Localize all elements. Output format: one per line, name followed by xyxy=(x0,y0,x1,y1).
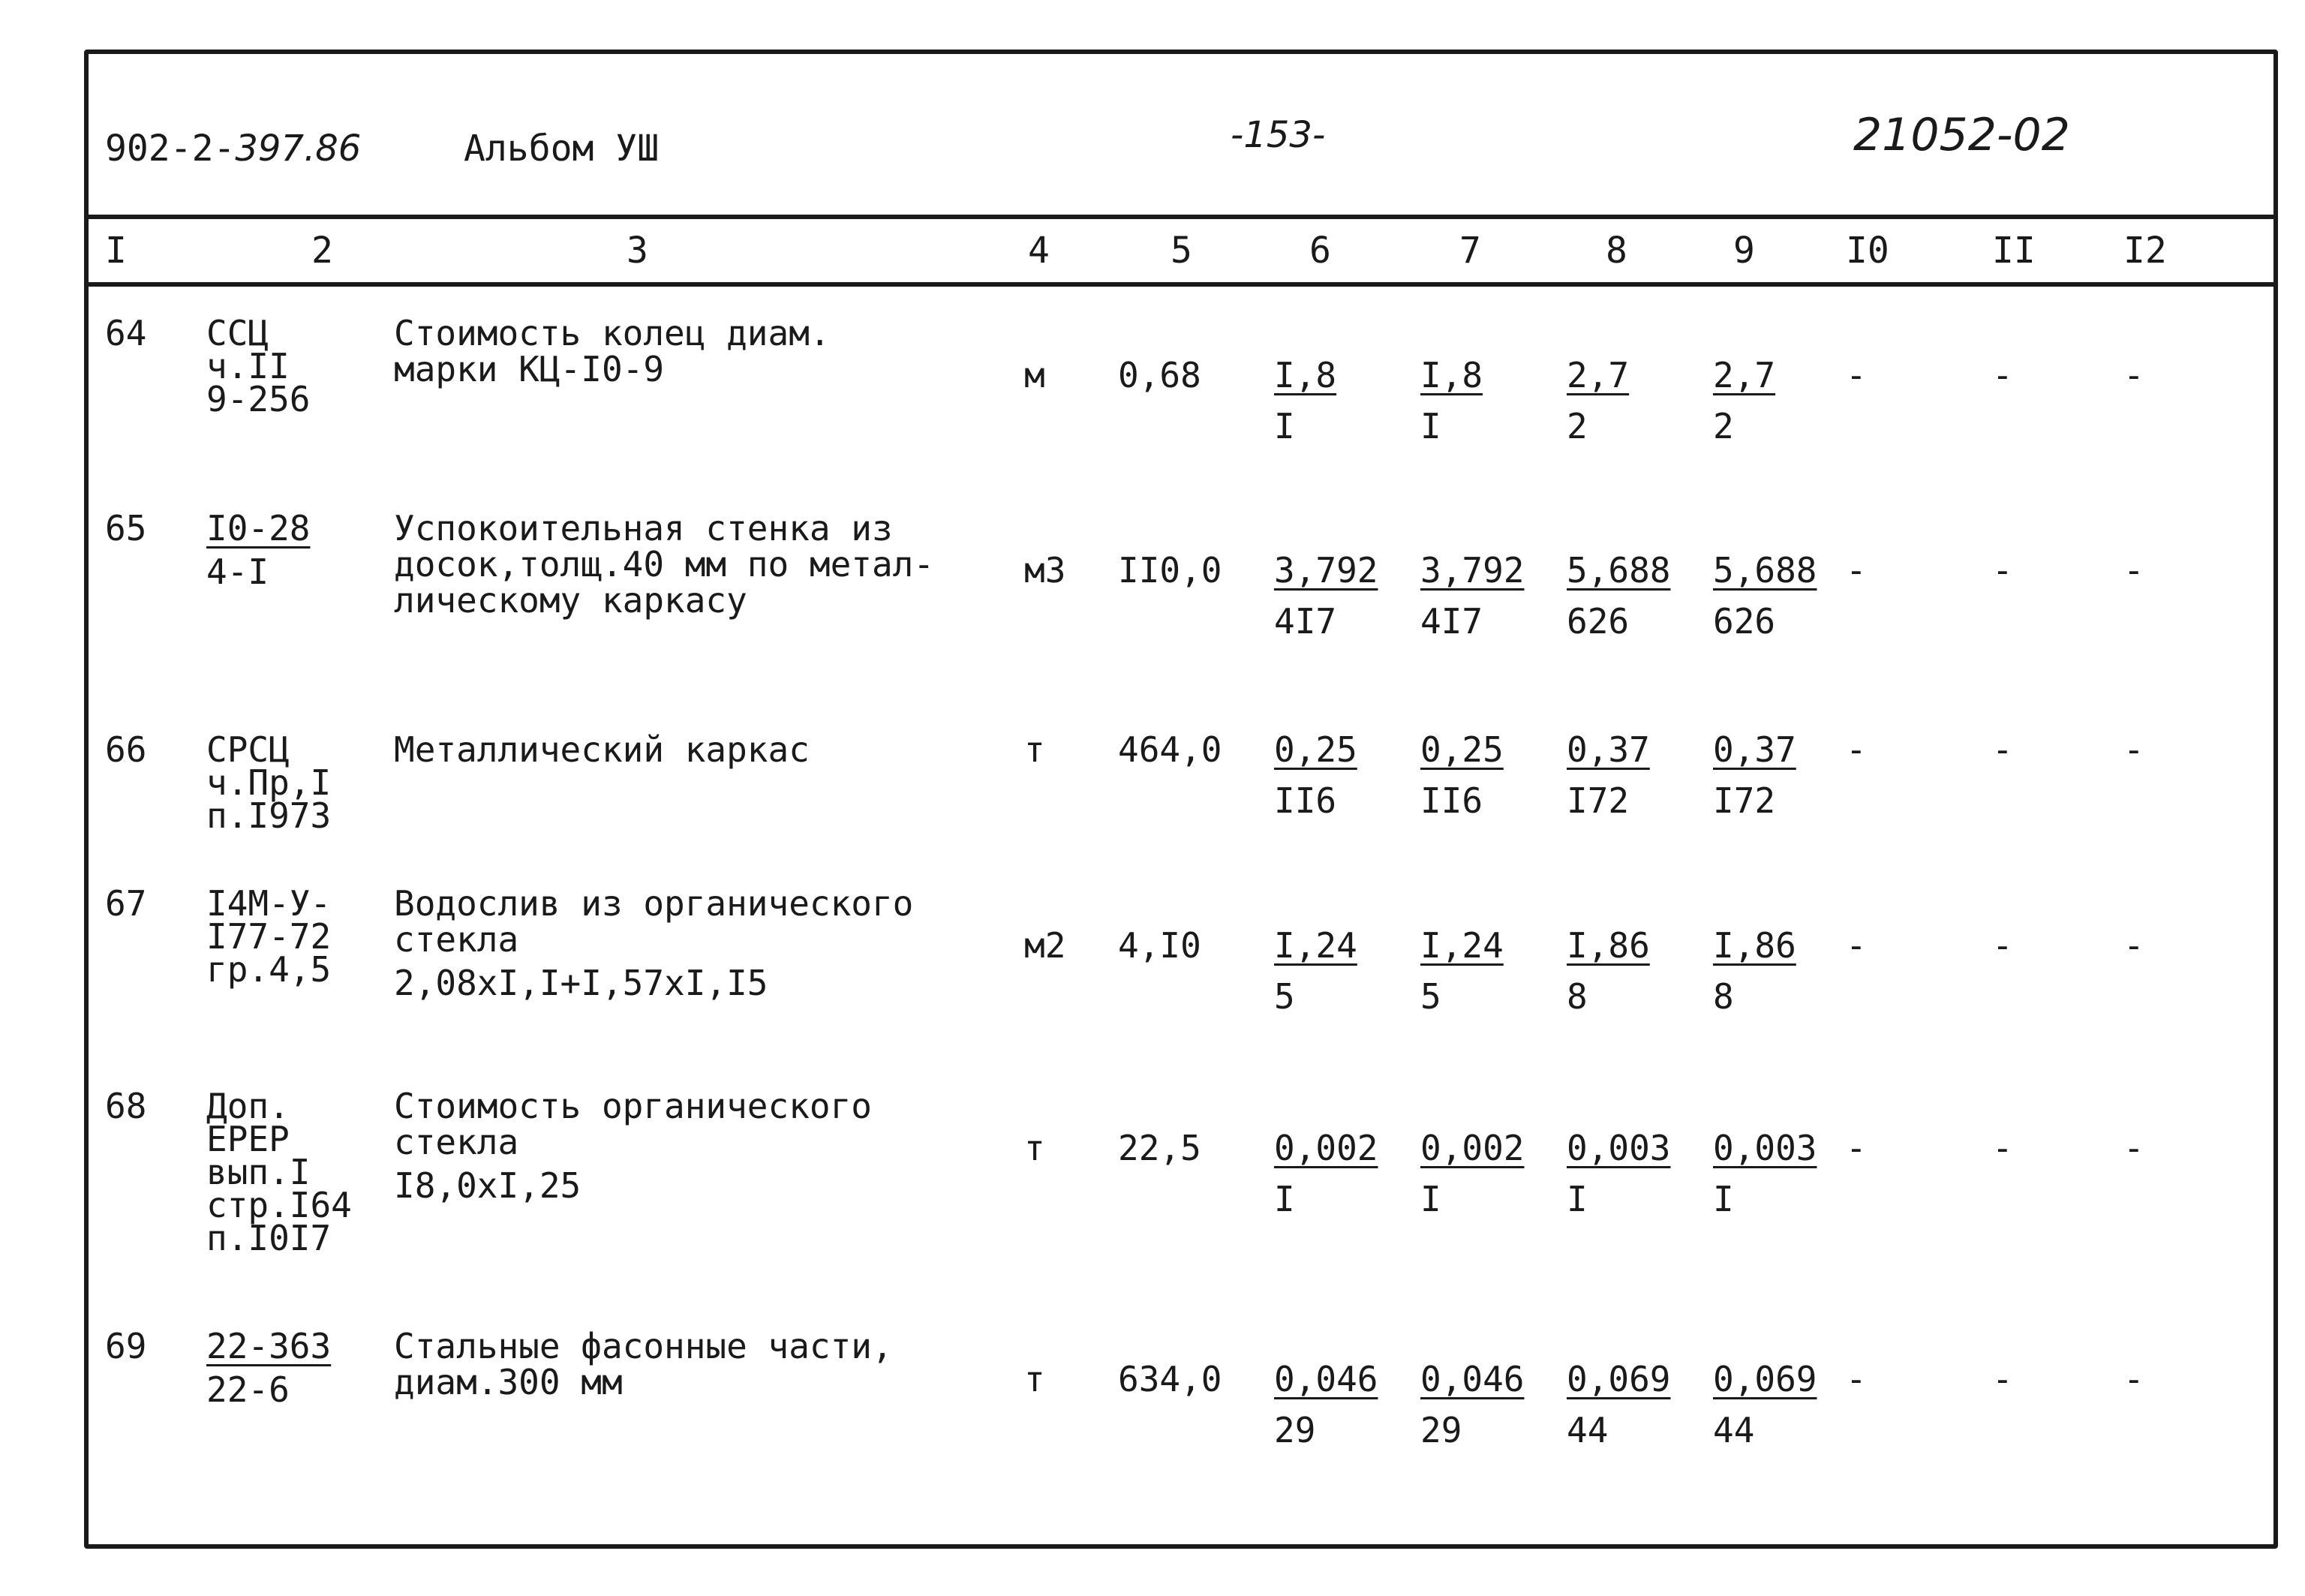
norm-code-line: стр.I64 xyxy=(206,1185,352,1225)
unit-of-measure: т xyxy=(1024,729,1045,770)
work-description-line: стекла xyxy=(394,1122,519,1162)
empty-cell-dash: - xyxy=(2123,550,2144,591)
unit-price: 464,0 xyxy=(1118,729,1222,770)
labor-value: 626 xyxy=(1567,601,1630,642)
quantity-value: 5,688 xyxy=(1713,550,1817,591)
norm-code-line: вып.I xyxy=(206,1152,311,1192)
quantity-value: I,24 xyxy=(1420,925,1504,966)
empty-cell-dash: - xyxy=(1846,355,1867,395)
quantity-value: 2,7 xyxy=(1567,355,1630,395)
labor-value: 5 xyxy=(1274,976,1295,1017)
work-description-line: I8,0хI,25 xyxy=(394,1165,582,1206)
row-number: 64 xyxy=(105,313,147,353)
page-number: -153- xyxy=(1231,114,1326,156)
work-description-line: лическому каркасу xyxy=(394,580,747,621)
row-number: 67 xyxy=(105,883,147,924)
work-description-line: Стоимость органического xyxy=(394,1086,872,1126)
row-number: 66 xyxy=(105,729,147,770)
work-description-line: Стоимость колец диам. xyxy=(394,313,831,353)
labor-value: I xyxy=(1420,1179,1441,1219)
column-number: I0 xyxy=(1846,230,1889,272)
unit-price: 22,5 xyxy=(1118,1128,1201,1168)
norm-code-line: п.I0I7 xyxy=(206,1218,332,1258)
labor-value: 4I7 xyxy=(1420,601,1483,642)
page-frame xyxy=(84,50,2278,1549)
norm-code-line: ч.II xyxy=(206,346,290,386)
empty-cell-dash: - xyxy=(1992,550,2013,591)
column-number: 7 xyxy=(1459,230,1481,272)
column-number: I2 xyxy=(2123,230,2167,272)
series-prefix: 902-2- xyxy=(105,128,236,170)
quantity-value: 0,002 xyxy=(1274,1128,1378,1168)
column-number: 5 xyxy=(1171,230,1192,272)
quantity-value: 3,792 xyxy=(1420,550,1525,591)
labor-value: II6 xyxy=(1274,780,1337,821)
quantity-value: 0,25 xyxy=(1274,729,1357,770)
norm-code-line: 22-6 xyxy=(206,1369,290,1410)
labor-value: I xyxy=(1420,406,1441,446)
empty-cell-dash: - xyxy=(2123,729,2144,770)
quantity-value: 0,37 xyxy=(1567,729,1650,770)
empty-cell-dash: - xyxy=(1992,925,2013,966)
norm-code-line: гр.4,5 xyxy=(206,949,332,990)
norm-code-line: I0-28 xyxy=(206,508,311,549)
norm-code-line: I4М-У- xyxy=(206,883,332,924)
labor-value: 626 xyxy=(1713,601,1776,642)
empty-cell-dash: - xyxy=(1846,729,1867,770)
unit-price: 634,0 xyxy=(1118,1359,1222,1399)
empty-cell-dash: - xyxy=(2123,1359,2144,1399)
unit-price: 4,I0 xyxy=(1118,925,1201,966)
empty-cell-dash: - xyxy=(2123,355,2144,395)
column-number: 9 xyxy=(1733,230,1755,272)
norm-code-line: ч.Пр,I xyxy=(206,762,332,803)
work-description-line: 2,08хI,I+I,57хI,I5 xyxy=(394,963,768,1003)
empty-cell-dash: - xyxy=(1992,1359,2013,1399)
unit-of-measure: м xyxy=(1024,355,1045,395)
quantity-value: 0,25 xyxy=(1420,729,1504,770)
labor-value: I72 xyxy=(1713,780,1776,821)
labor-value: 29 xyxy=(1420,1410,1462,1450)
empty-cell-dash: - xyxy=(2123,1128,2144,1168)
work-description-line: Успокоительная стенка из xyxy=(394,508,893,549)
empty-cell-dash: - xyxy=(1846,1359,1867,1399)
quantity-value: I,8 xyxy=(1274,355,1337,395)
quantity-value: 0,003 xyxy=(1567,1128,1671,1168)
labor-value: I xyxy=(1274,1179,1295,1219)
document-code: 21052-02 xyxy=(1853,109,2070,161)
labor-value: I xyxy=(1713,1179,1734,1219)
empty-cell-dash: - xyxy=(2123,925,2144,966)
series-number xyxy=(105,128,361,170)
labor-value: 4I7 xyxy=(1274,601,1337,642)
quantity-value: 0,046 xyxy=(1420,1359,1525,1399)
quantity-value: I,86 xyxy=(1713,925,1796,966)
album-label: Альбом УШ xyxy=(464,128,660,170)
series-handwritten: 397.86 xyxy=(235,128,362,170)
labor-value: I xyxy=(1567,1179,1588,1219)
norm-code-line: I77-72 xyxy=(206,916,332,957)
quantity-value: 5,688 xyxy=(1567,550,1671,591)
work-description-line: диам.300 мм xyxy=(394,1362,623,1402)
unit-of-measure: т xyxy=(1024,1128,1045,1168)
empty-cell-dash: - xyxy=(1992,355,2013,395)
header-rule xyxy=(89,215,2273,219)
empty-cell-dash: - xyxy=(1846,550,1867,591)
empty-cell-dash: - xyxy=(1846,1128,1867,1168)
norm-code-line: 22-363 xyxy=(206,1326,332,1366)
work-description-line: Металлический каркас xyxy=(394,729,810,770)
work-description-line: стекла xyxy=(394,919,519,960)
unit-of-measure: м3 xyxy=(1024,550,1066,591)
labor-value: I72 xyxy=(1567,780,1630,821)
quantity-value: 3,792 xyxy=(1274,550,1378,591)
empty-cell-dash: - xyxy=(1846,925,1867,966)
column-number: 6 xyxy=(1309,230,1331,272)
column-header-rule xyxy=(89,282,2273,287)
column-number: 8 xyxy=(1606,230,1627,272)
column-number: 3 xyxy=(627,230,648,272)
labor-value: II6 xyxy=(1420,780,1483,821)
quantity-value: 2,7 xyxy=(1713,355,1776,395)
labor-value: 44 xyxy=(1567,1410,1609,1450)
quantity-value: 0,069 xyxy=(1713,1359,1817,1399)
column-number: 2 xyxy=(311,230,333,272)
labor-value: 29 xyxy=(1274,1410,1316,1450)
labor-value: 5 xyxy=(1420,976,1441,1017)
work-description-line: досок,толщ.40 мм по метал- xyxy=(394,544,935,585)
quantity-value: I,8 xyxy=(1420,355,1483,395)
row-number: 68 xyxy=(105,1086,147,1126)
column-number: 4 xyxy=(1028,230,1050,272)
quantity-value: 0,003 xyxy=(1713,1128,1817,1168)
quantity-value: 0,046 xyxy=(1274,1359,1378,1399)
quantity-value: 0,37 xyxy=(1713,729,1796,770)
column-number: I xyxy=(105,230,127,272)
quantity-value: I,24 xyxy=(1274,925,1357,966)
norm-code-line: 4-I xyxy=(206,552,269,592)
norm-code-line: Доп. xyxy=(206,1086,290,1126)
row-number: 69 xyxy=(105,1326,147,1366)
norm-code-line: 9-256 xyxy=(206,379,311,419)
quantity-value: 0,002 xyxy=(1420,1128,1525,1168)
unit-price: II0,0 xyxy=(1118,550,1222,591)
empty-cell-dash: - xyxy=(1992,1128,2013,1168)
labor-value: 2 xyxy=(1567,406,1588,446)
labor-value: 44 xyxy=(1713,1410,1755,1450)
norm-code-line: ЕРЕР xyxy=(206,1119,290,1159)
quantity-value: 0,069 xyxy=(1567,1359,1671,1399)
norm-code-line: СРСЦ xyxy=(206,729,290,770)
quantity-value: I,86 xyxy=(1567,925,1650,966)
row-number: 65 xyxy=(105,508,147,549)
column-number: II xyxy=(1992,230,2036,272)
norm-code-line: ССЦ xyxy=(206,313,269,353)
work-description-line: Водослив из органического xyxy=(394,883,914,924)
unit-price: 0,68 xyxy=(1118,355,1201,395)
labor-value: I xyxy=(1274,406,1295,446)
work-description-line: Стальные фасонные части, xyxy=(394,1326,893,1366)
unit-of-measure: м2 xyxy=(1024,925,1066,966)
norm-code-line: п.I973 xyxy=(206,795,332,836)
labor-value: 2 xyxy=(1713,406,1734,446)
labor-value: 8 xyxy=(1567,976,1588,1017)
unit-of-measure: т xyxy=(1024,1359,1045,1399)
empty-cell-dash: - xyxy=(1992,729,2013,770)
labor-value: 8 xyxy=(1713,976,1734,1017)
work-description-line: марки КЦ-I0-9 xyxy=(394,349,665,389)
